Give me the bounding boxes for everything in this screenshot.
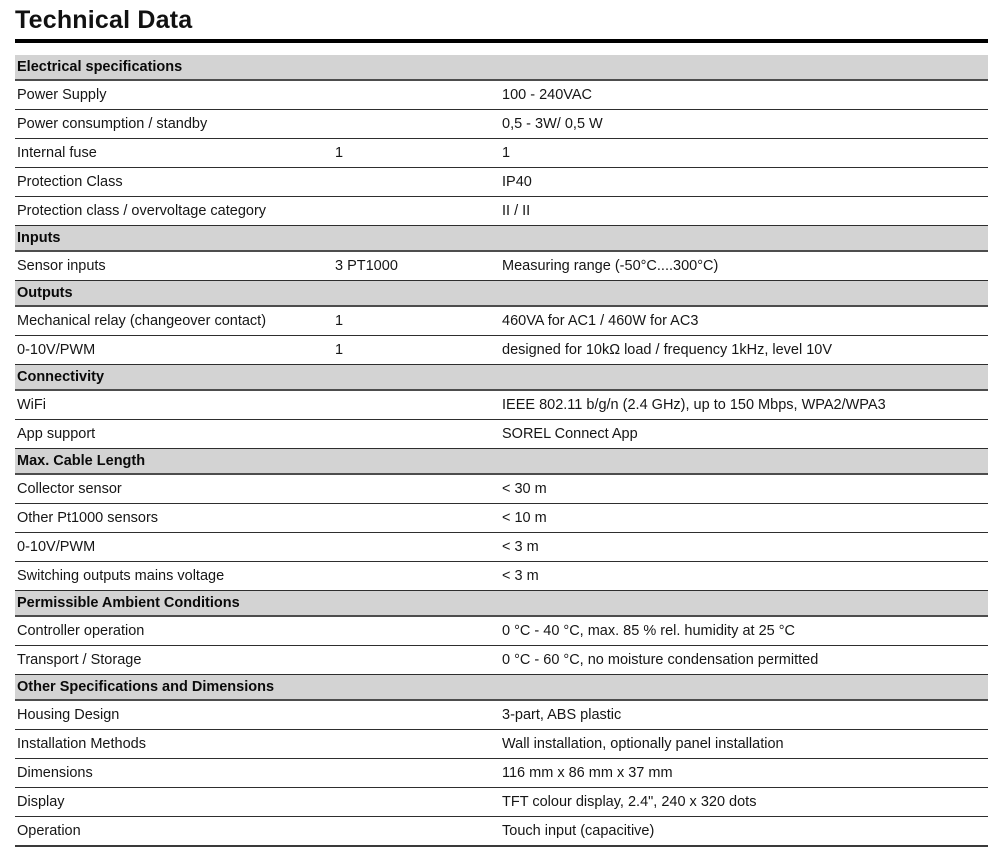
spec-value: IP40	[502, 174, 532, 190]
section-header-label: Inputs	[17, 230, 61, 246]
spec-row	[15, 197, 988, 226]
technical-data-table	[15, 55, 988, 847]
spec-row	[15, 504, 988, 533]
spec-section	[15, 591, 988, 675]
spec-value: 0 °C - 60 °C, no moisture condensation permitted	[502, 652, 819, 668]
spec-quantity: 1	[335, 313, 344, 329]
spec-value: II / II	[502, 203, 531, 219]
spec-row	[15, 420, 988, 449]
spec-value: 0 °C - 40 °C, max. 85 % rel. humidity at 25 °C	[502, 623, 796, 639]
spec-value: 116 mm x 86 mm x 37 mm	[502, 765, 673, 781]
spec-row	[15, 139, 988, 168]
spec-row	[15, 336, 988, 365]
section-header-label: Permissible Ambient Conditions	[17, 595, 240, 611]
section-header	[15, 675, 988, 701]
spec-section	[15, 449, 988, 591]
spec-label: Operation	[17, 823, 81, 839]
spec-label: 0-10V/PWM	[17, 539, 96, 555]
section-header-label: Max. Cable Length	[17, 453, 146, 469]
spec-label: Display	[17, 794, 65, 810]
spec-section	[15, 281, 988, 365]
spec-row	[15, 701, 988, 730]
spec-value: 460VA for AC1 / 460W for AC3	[502, 313, 699, 329]
spec-section	[15, 675, 988, 845]
spec-row	[15, 817, 988, 845]
spec-section	[15, 55, 988, 226]
spec-label: Other Pt1000 sensors	[17, 510, 159, 526]
page-title: Technical Data	[15, 6, 193, 34]
section-header-label: Connectivity	[17, 369, 105, 385]
spec-row	[15, 562, 988, 591]
spec-value: TFT colour display, 2.4", 240 x 320 dots	[502, 794, 757, 810]
spec-value: 1	[502, 145, 511, 161]
spec-label: WiFi	[17, 397, 46, 413]
section-header-label: Other Specifications and Dimensions	[17, 679, 275, 695]
spec-row	[15, 110, 988, 139]
spec-label: Installation Methods	[17, 736, 146, 752]
spec-value: < 3 m	[502, 539, 539, 555]
spec-label: 0-10V/PWM	[17, 342, 96, 358]
spec-label: Dimensions	[17, 765, 93, 781]
spec-label: Sensor inputs	[17, 258, 106, 274]
section-header	[15, 281, 988, 307]
spec-row	[15, 475, 988, 504]
spec-label: Protection class / overvoltage category	[17, 203, 267, 219]
spec-row	[15, 81, 988, 110]
spec-row	[15, 617, 988, 646]
section-header	[15, 226, 988, 252]
spec-value: 0,5 - 3W/ 0,5 W	[502, 116, 603, 132]
spec-value: designed for 10kΩ load / frequency 1kHz, level 10V	[502, 342, 833, 358]
spec-value: Touch input (capacitive)	[502, 823, 655, 839]
spec-label: App support	[17, 426, 96, 442]
spec-label: Internal fuse	[17, 145, 97, 161]
spec-value: < 30 m	[502, 481, 547, 497]
spec-row	[15, 730, 988, 759]
spec-value: < 3 m	[502, 568, 539, 584]
spec-label: Switching outputs mains voltage	[17, 568, 225, 584]
spec-row	[15, 759, 988, 788]
section-header	[15, 449, 988, 475]
spec-section	[15, 365, 988, 449]
spec-label: Power Supply	[17, 87, 107, 103]
spec-row	[15, 307, 988, 336]
spec-value: Wall installation, optionally panel installation	[502, 736, 784, 752]
spec-value: < 10 m	[502, 510, 547, 526]
spec-row	[15, 788, 988, 817]
title-underline	[15, 39, 988, 43]
spec-value: SOREL Connect App	[502, 426, 638, 442]
spec-label: Controller operation	[17, 623, 145, 639]
spec-section	[15, 226, 988, 281]
spec-label: Mechanical relay (changeover contact)	[17, 313, 267, 329]
section-header	[15, 591, 988, 617]
spec-row	[15, 646, 988, 675]
section-header	[15, 365, 988, 391]
spec-label: Housing Design	[17, 707, 120, 723]
section-header-label: Electrical specifications	[17, 59, 183, 75]
spec-row	[15, 252, 988, 281]
spec-row	[15, 168, 988, 197]
spec-label: Transport / Storage	[17, 652, 142, 668]
spec-row	[15, 533, 988, 562]
spec-value: 3-part, ABS plastic	[502, 707, 622, 723]
section-header	[15, 55, 988, 81]
spec-quantity: 1	[335, 145, 344, 161]
section-header-label: Outputs	[17, 285, 73, 301]
spec-quantity: 3 PT1000	[335, 258, 398, 274]
spec-value: 100 - 240VAC	[502, 87, 593, 103]
spec-label: Protection Class	[17, 174, 123, 190]
spec-label: Power consumption / standby	[17, 116, 208, 132]
spec-label: Collector sensor	[17, 481, 122, 497]
spec-value: Measuring range (-50°C....300°C)	[502, 258, 719, 274]
spec-row	[15, 391, 988, 420]
spec-quantity: 1	[335, 342, 344, 358]
spec-value: IEEE 802.11 b/g/n (2.4 GHz), up to 150 Mbps, WPA2/WPA3	[502, 397, 886, 413]
